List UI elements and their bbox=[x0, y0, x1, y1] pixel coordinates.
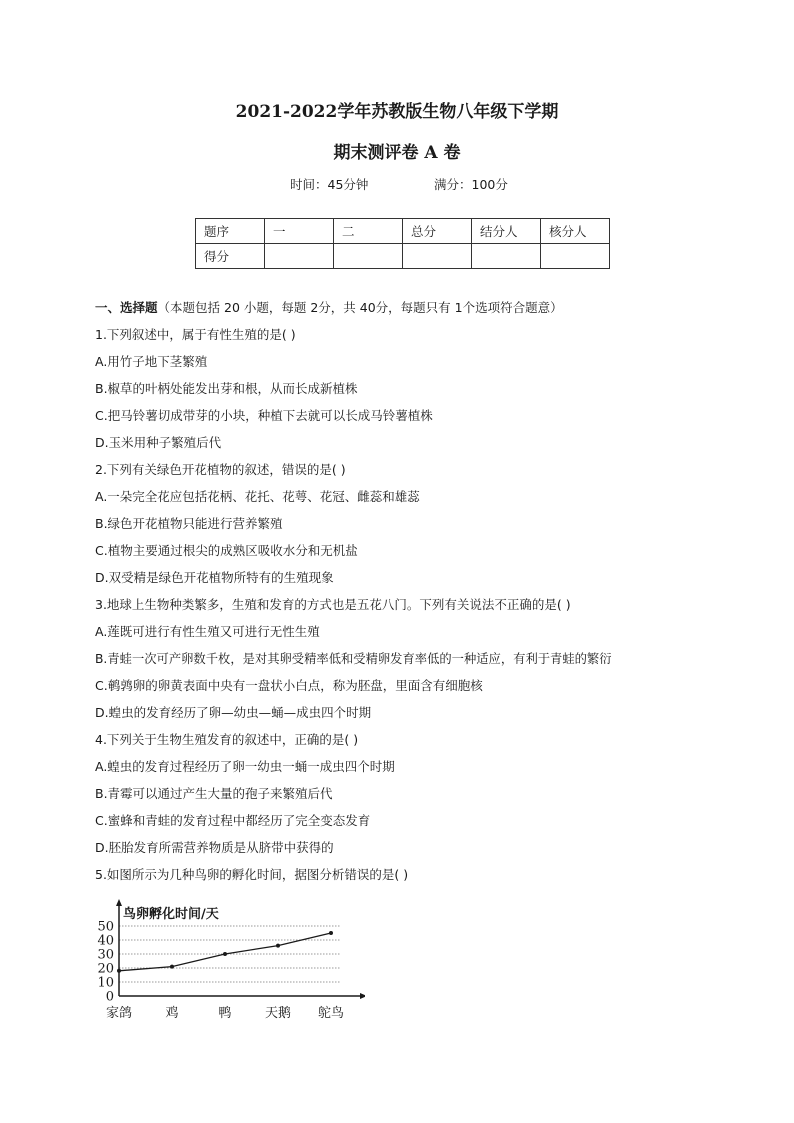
score-table-cell: 核分人 bbox=[541, 219, 610, 244]
question-text: 3.地球上生物种类繁多，生殖和发育的方式也是五花八门。下列有关说法不正确的是( ) bbox=[95, 597, 571, 612]
data-point bbox=[170, 965, 174, 969]
option-text: D.胚胎发育所需营养物质是从脐带中获得的 bbox=[95, 840, 334, 855]
option-text: B.绿色开花植物只能进行营养繁殖 bbox=[95, 516, 283, 531]
x-axis-arrow bbox=[360, 993, 365, 999]
x-tick-label: 家鸽 bbox=[105, 1006, 133, 1021]
score-table-score-row bbox=[196, 244, 610, 269]
option-text: D.双受精是绿色开花植物所特有的生殖现象 bbox=[95, 570, 334, 585]
x-tick-label: 鸵鸟 bbox=[317, 1006, 345, 1021]
chart-y-ticks bbox=[97, 920, 114, 1005]
option-text: A.蝗虫的发育过程经历了卵一幼虫一蛹一成虫四个时期 bbox=[95, 759, 395, 774]
option-text: D.蝗虫的发育经历了卵—幼虫—蛹—成虫四个时期 bbox=[95, 705, 372, 720]
section-heading bbox=[95, 298, 563, 316]
x-tick-label: 鸡 bbox=[165, 1006, 179, 1021]
option-text: B.青霉可以通过产生大量的孢子来繁殖后代 bbox=[95, 786, 333, 801]
score-table-cell: 一 bbox=[265, 219, 334, 244]
exam-time: 时间：45分钟 bbox=[290, 177, 369, 192]
score-table-cell: 结分人 bbox=[472, 219, 541, 244]
y-axis-arrow bbox=[116, 899, 122, 906]
score-input-cell[interactable] bbox=[472, 244, 541, 269]
score-table-cell: 题序 bbox=[196, 219, 265, 244]
score-table-header-row bbox=[196, 219, 610, 244]
option-text: A.用竹子地下茎繁殖 bbox=[95, 354, 208, 369]
question-text: 4.下列关于生物生殖发育的叙述中，正确的是( ) bbox=[95, 732, 359, 747]
option-text: D.玉米用种子繁殖后代 bbox=[95, 435, 222, 450]
section-note: （本题包括 20 小题，每题 2分，共 40分，每题只有 1个选项符合题意） bbox=[157, 300, 563, 315]
chart-title: 鸟卵孵化时间/天 bbox=[123, 907, 219, 922]
question-text: 5.如图所示为几种鸟卵的孵化时间，据图分析错误的是( ) bbox=[95, 867, 409, 882]
option-text: B.椒草的叶柄处能发出芽和根，从而长成新植株 bbox=[95, 381, 358, 396]
series-line bbox=[119, 933, 331, 971]
y-tick-label: 20 bbox=[97, 961, 114, 977]
exam-full-score: 满分：100分 bbox=[434, 177, 508, 192]
y-tick-label: 30 bbox=[97, 947, 114, 963]
option-text: C.植物主要通过根尖的成熟区吸收水分和无机盐 bbox=[95, 543, 358, 558]
score-table bbox=[195, 218, 610, 269]
option-text: B.青蛙一次可产卵数千枚，是对其卵受精率低和受精卵发育率低的一种适应，有利于青蛙的繁衍 bbox=[95, 652, 612, 666]
y-tick-label: 10 bbox=[97, 975, 114, 991]
data-point bbox=[223, 952, 227, 956]
score-table-cell: 总分 bbox=[403, 219, 472, 244]
hatching-time-chart bbox=[95, 893, 365, 1028]
score-table-cell: 得分 bbox=[196, 244, 265, 269]
y-tick-label: 50 bbox=[97, 919, 114, 935]
score-input-cell[interactable] bbox=[265, 244, 334, 269]
data-point bbox=[329, 931, 333, 935]
score-input-cell[interactable] bbox=[541, 244, 610, 269]
score-table-cell: 二 bbox=[334, 219, 403, 244]
option-text: A.一朵完全花应包括花柄、花托、花萼、花冠、雌蕊和雄蕊 bbox=[95, 489, 420, 504]
chart-series bbox=[117, 931, 333, 973]
chart-x-ticks bbox=[106, 1005, 344, 1021]
question-text: 2.下列有关绿色开花植物的叙述，错误的是( ) bbox=[95, 462, 346, 477]
y-tick-label: 40 bbox=[97, 933, 114, 949]
data-point bbox=[276, 944, 280, 948]
score-input-cell[interactable] bbox=[334, 244, 403, 269]
exam-subtitle: 期末测评卷 A 卷 bbox=[333, 143, 461, 163]
option-text: A.莲既可进行有性生殖又可进行无性生殖 bbox=[95, 624, 320, 639]
option-text: C.蜜蜂和青蛙的发育过程中都经历了完全变态发育 bbox=[95, 813, 371, 828]
exam-title: 2021-2022学年苏教版生物八年级下学期 bbox=[235, 102, 559, 122]
option-text: C.把马铃薯切成带芽的小块，种植下去就可以长成马铃薯植株 bbox=[95, 408, 433, 423]
chart-grid bbox=[119, 926, 340, 982]
x-tick-label: 鸭 bbox=[218, 1006, 232, 1021]
x-tick-label: 天鹅 bbox=[264, 1006, 292, 1021]
question-text: 1.下列叙述中，属于有性生殖的是( ) bbox=[95, 327, 296, 342]
section-title: 一、选择题 bbox=[95, 300, 158, 315]
option-text: C.鹌鹑卵的卵黄表面中央有一盘状小白点，称为胚盘，里面含有细胞核 bbox=[95, 678, 483, 693]
y-tick-label: 0 bbox=[105, 989, 114, 1005]
score-input-cell[interactable] bbox=[403, 244, 472, 269]
data-point bbox=[117, 969, 121, 973]
